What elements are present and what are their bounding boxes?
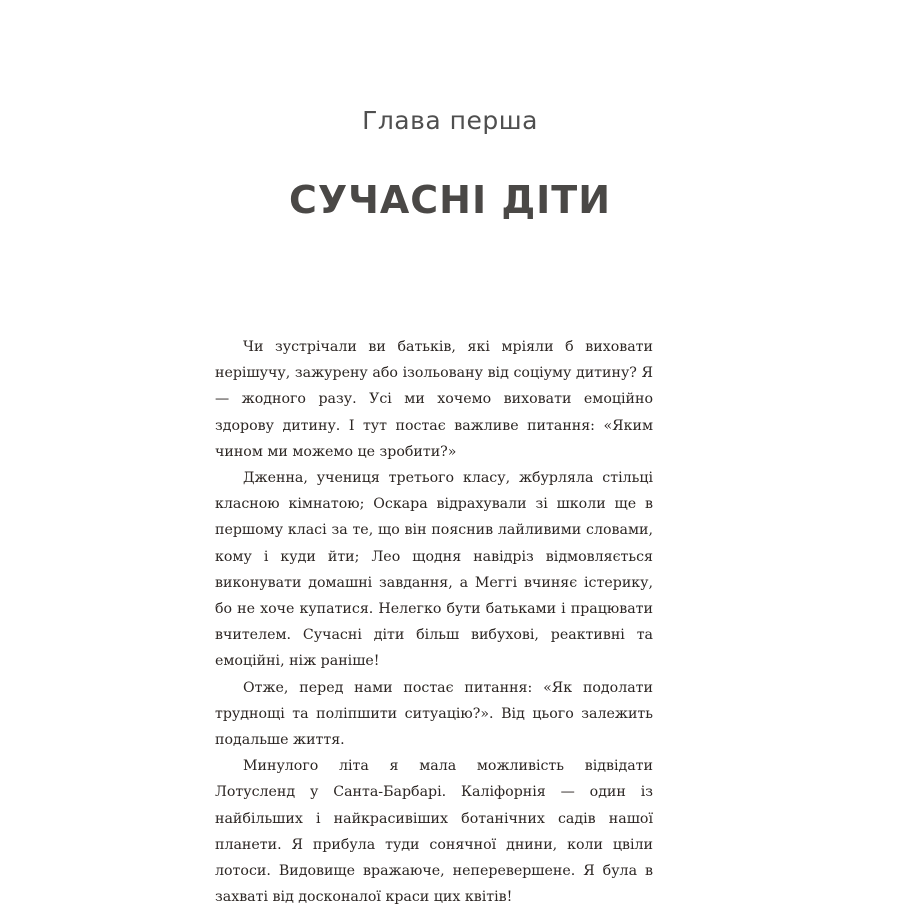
body-text (215, 334, 653, 910)
chapter-label: Глава перша (362, 106, 538, 135)
paragraph: Минулого літа я мала можливість відвідати Лотусленд у Санта-Барбарі. Каліфорнія — один із найбільших і найкрасивіших ботанічних садів нашої планети. Я прибула туди сонячної днини, коли цвіли лотоси. Видовище вражаюче, неперевершене. Я була в захваті від досконалої краси цих квітів! (215, 758, 653, 906)
paragraph: Дженна, учениця третього класу, жбурляла стільці класною кімнатою; Оскара відрахували зі школи ще в першому класі за те, що він пояснив лайливими словами, кому і куди йти; Лео щодня навідріз відмовляється виконувати домашні завдання, а Меггі вчиняє істерику, бо не хоче купатися. Нелегко бути батьками і працювати вчителем. Сучасні діти більш вибухові, реактивні та емоційні, ніж раніше! (215, 470, 653, 670)
paragraph: Чи зустрічали ви батьків, які мріяли б виховати нерішучу, зажурену або ізольовану від соціуму дитину? Я — жодного разу. Усі ми хочемо виховати емоційно здорову дитину. І тут постає важливе питання: «Яким чином ми можемо це зробити?» (215, 339, 653, 460)
chapter-title: СУЧАСНІ ДІТИ (288, 178, 612, 222)
paragraph: Отже, перед нами постає питання: «Як подолати труднощі та поліпшити ситуацію?». Від цього залежить подальше життя. (215, 679, 653, 749)
